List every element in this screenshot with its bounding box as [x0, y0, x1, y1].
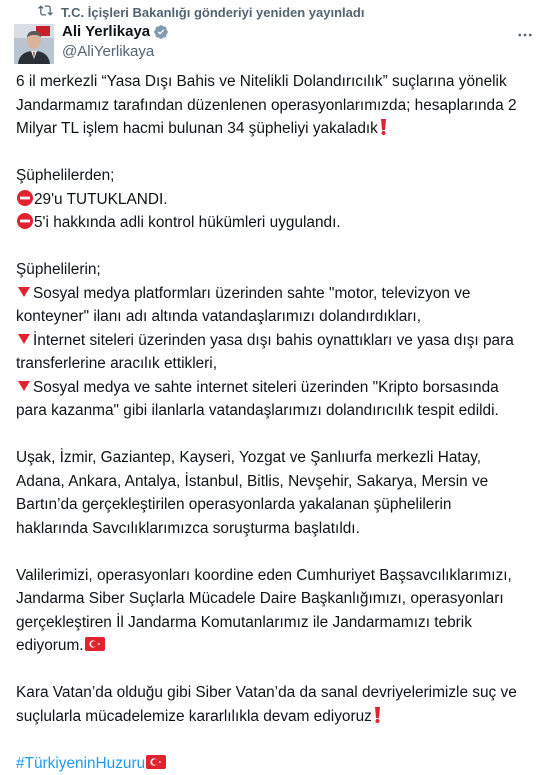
text-line: Adana, Ankara, Antalya, İstanbul, Bitlis, Nevşehir, Sakarya, Mersin ve [16, 470, 546, 494]
red-triangle-down-emoji [17, 333, 31, 345]
text-line [16, 376, 546, 400]
hashtag-link[interactable]: #TürkiyeninHuzuru [16, 755, 145, 772]
text-line: transferlerine aracılık ettikleri, [16, 352, 546, 376]
more-options-icon[interactable] [514, 24, 536, 46]
text-line [16, 188, 546, 212]
turkey-flag-emoji [146, 755, 166, 769]
text-line [16, 211, 546, 235]
turkey-flag-emoji [85, 637, 105, 651]
text-fragment: ediyorum. [16, 637, 84, 654]
text-fragment: suçlularla mücadelemize kararlılıkla devam ediyoruz [16, 708, 372, 725]
paragraph-announcement [16, 70, 546, 141]
no-entry-emoji [17, 213, 33, 229]
text-line: Şüphelilerin; [16, 258, 546, 282]
paragraph-closing [16, 681, 546, 728]
text-line [16, 634, 546, 658]
text-line: Bartın’da gerçekleştirilen operasyonlarda yakalanan şüphelilerin [16, 493, 546, 517]
paragraph-methods [16, 258, 546, 423]
text-line: Jandarma Siber Suçlarla Mücadele Daire Başkanlığımızı, operasyonları [16, 587, 546, 611]
paragraph-hashtag [16, 752, 546, 775]
display-name[interactable]: Ali Yerlikaya [62, 22, 150, 42]
text-line: konteyner" ilanı adı altında vatandaşlarımızı dolandırdıkları, [16, 305, 546, 329]
text-line [16, 282, 546, 306]
paragraph-locations [16, 446, 546, 540]
text-fragment: Sosyal medya platformları üzerinden sahte "motor, televizyon ve [33, 285, 470, 302]
text-fragment: 5'i hakkında adli kontrol hükümleri uygulandı. [34, 214, 341, 231]
retweet-indicator[interactable] [38, 2, 364, 22]
text-fragment: İnternet siteleri üzerinden yasa dışı bahis oynattıkları ve yasa dışı para [33, 332, 514, 349]
text-line [16, 752, 546, 775]
text-line: Şüphelilerden; [16, 164, 546, 188]
red-exclamation-emoji [379, 119, 388, 135]
avatar[interactable] [14, 24, 54, 64]
retweet-text: T.C. İçişleri Bakanlığı gönderiyi yeniden yayınladı [61, 5, 364, 20]
text-line: 6 il merkezli “Yasa Dışı Bahis ve Nitelikli Dolandırıcılık” suçlarına yönelik [16, 70, 546, 94]
user-handle[interactable]: @AliYerlikaya [62, 42, 169, 62]
text-line: gerçekleştiren İl Jandarma Komutanlarımız ile Jandarmamızı tebrik [16, 611, 546, 635]
text-line [16, 705, 546, 729]
red-triangle-down-emoji [17, 380, 31, 392]
red-exclamation-emoji [373, 707, 382, 723]
paragraph-thanks [16, 564, 546, 658]
text-line [16, 117, 546, 141]
text-line [16, 329, 546, 353]
no-entry-emoji [17, 190, 33, 206]
text-fragment: Sosyal medya ve sahte internet siteleri üzerinden "Kripto borsasında [33, 379, 499, 396]
text-fragment: 29'u TUTUKLANDI. [34, 191, 168, 208]
tweet-header [14, 22, 538, 66]
text-line: Kara Vatan’da olduğu gibi Siber Vatan’da da sanal devriyelerimizle suç ve [16, 681, 546, 705]
red-triangle-down-emoji [17, 286, 31, 298]
retweet-icon [38, 3, 53, 21]
verified-badge-icon [153, 24, 169, 40]
paragraph-suspects [16, 164, 546, 235]
text-line: para kazanma" gibi ilanlarla vatandaşlarımızı dolandırıcılık tespit edildi. [16, 399, 546, 423]
text-line: Uşak, İzmir, Gaziantep, Kayseri, Yozgat ve Şanlıurfa merkezli Hatay, [16, 446, 546, 470]
text-line: haklarında Savcılıklarımızca soruşturma başlatıldı. [16, 517, 546, 541]
text-line: Valilerimizi, operasyonları koordine eden Cumhuriyet Başsavcılıklarımızı, [16, 564, 546, 588]
tweet-text [16, 70, 546, 775]
text-line: Jandarmamız tarafından düzenlenen operasyonlarımızda; hesaplarında 2 [16, 94, 546, 118]
text-fragment: Milyar TL işlem hacmi bulunan 34 şüpheliyi yakaladık [16, 120, 378, 137]
